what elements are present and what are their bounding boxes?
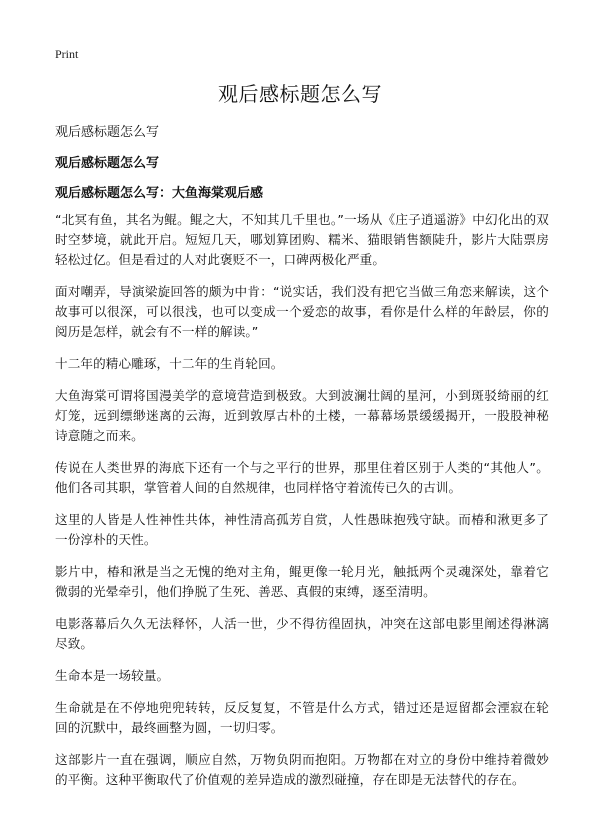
paragraph: 电影落幕后久久无法释怀，人活一世，少不得彷徨固执，冲突在这部电影里阐述得淋漓尽致。 — [55, 616, 549, 651]
paragraph: 影片中，椿和湫是当之无愧的绝对主角，鲲更像一轮月光，触抵两个灵魂深处，靠着它微弱的光晕牵引，他们挣脱了生死、善恶、真假的束缚，逐至清明。 — [55, 564, 549, 599]
paragraph: 大鱼海棠可谓将国漫美学的意境营造到极致。大到波澜壮阔的星河，小到斑驳绮丽的红灯笼，远到缥缈迷离的云海，近到敦厚古朴的土楼，一幕幕场景缓缓揭开，一股股神秘诗意随之而来。 — [55, 388, 549, 443]
paragraph: 十二年的精心雕琢，十二年的生肖轮回。 — [55, 356, 284, 371]
paragraph: 面对嘲弄，导演梁旋回答的颇为中肯：“说实话，我们没有把它当做三角恋来解读，这个故事可以很深，可以很浅，也可以变成一个爱恋的故事，看你是什么样的年龄层，你的阅历是怎样，就会有不一样的解读。” — [55, 284, 549, 339]
paragraph: 生命本是一场较量。 — [55, 668, 170, 683]
paragraph: 这部影片一直在强调，顺应自然，万物负阴而抱阳。万物都在对立的身份中维持着微妙的平衡。这种平衡取代了价值观的差异造成的激烈碰撞，存在即是无法替代的存在。 — [55, 752, 549, 787]
paragraph: “北冥有鱼，其名为鲲。鲲之大，不知其几千里也。”一场从《庄子逍遥游》中幻化出的双时空梦境，就此开启。短短几天，哪划算团购、糯米、猫眼销售额陡升，影片大陆票房轻松过亿。但是看过的人对此褒贬不一，口碑两极化严重。 — [55, 212, 549, 267]
print-link[interactable]: Print — [55, 47, 79, 61]
paragraph: 传说在人类世界的海底下还有一个与之平行的世界，那里住着区别于人类的“其他人”。他们各司其职，掌管着人间的自然规律，也同样恪守着流传已久的古训。 — [55, 460, 549, 495]
article-body — [55, 210, 549, 802]
bold-heading: 观后感标题怎么写 — [55, 156, 160, 171]
subtitle-line: 观后感标题怎么写 — [55, 125, 160, 140]
paragraph: 生命就是在不停地兜兜转转，反反复复，不管是什么方式，错过还是逗留都会湮寂在轮回的沉默中，最终画整为圆，一切归零。 — [55, 700, 549, 735]
page-title: 观后感标题怎么写 — [218, 82, 382, 106]
bold-subheading: 观后感标题怎么写：大鱼海棠观后感 — [55, 186, 264, 201]
paragraph: 这里的人皆是人性神性共体，神性清高孤芳自赏，人性愚昧抱残守缺。而椿和湫更多了一份淳朴的天性。 — [55, 512, 549, 547]
